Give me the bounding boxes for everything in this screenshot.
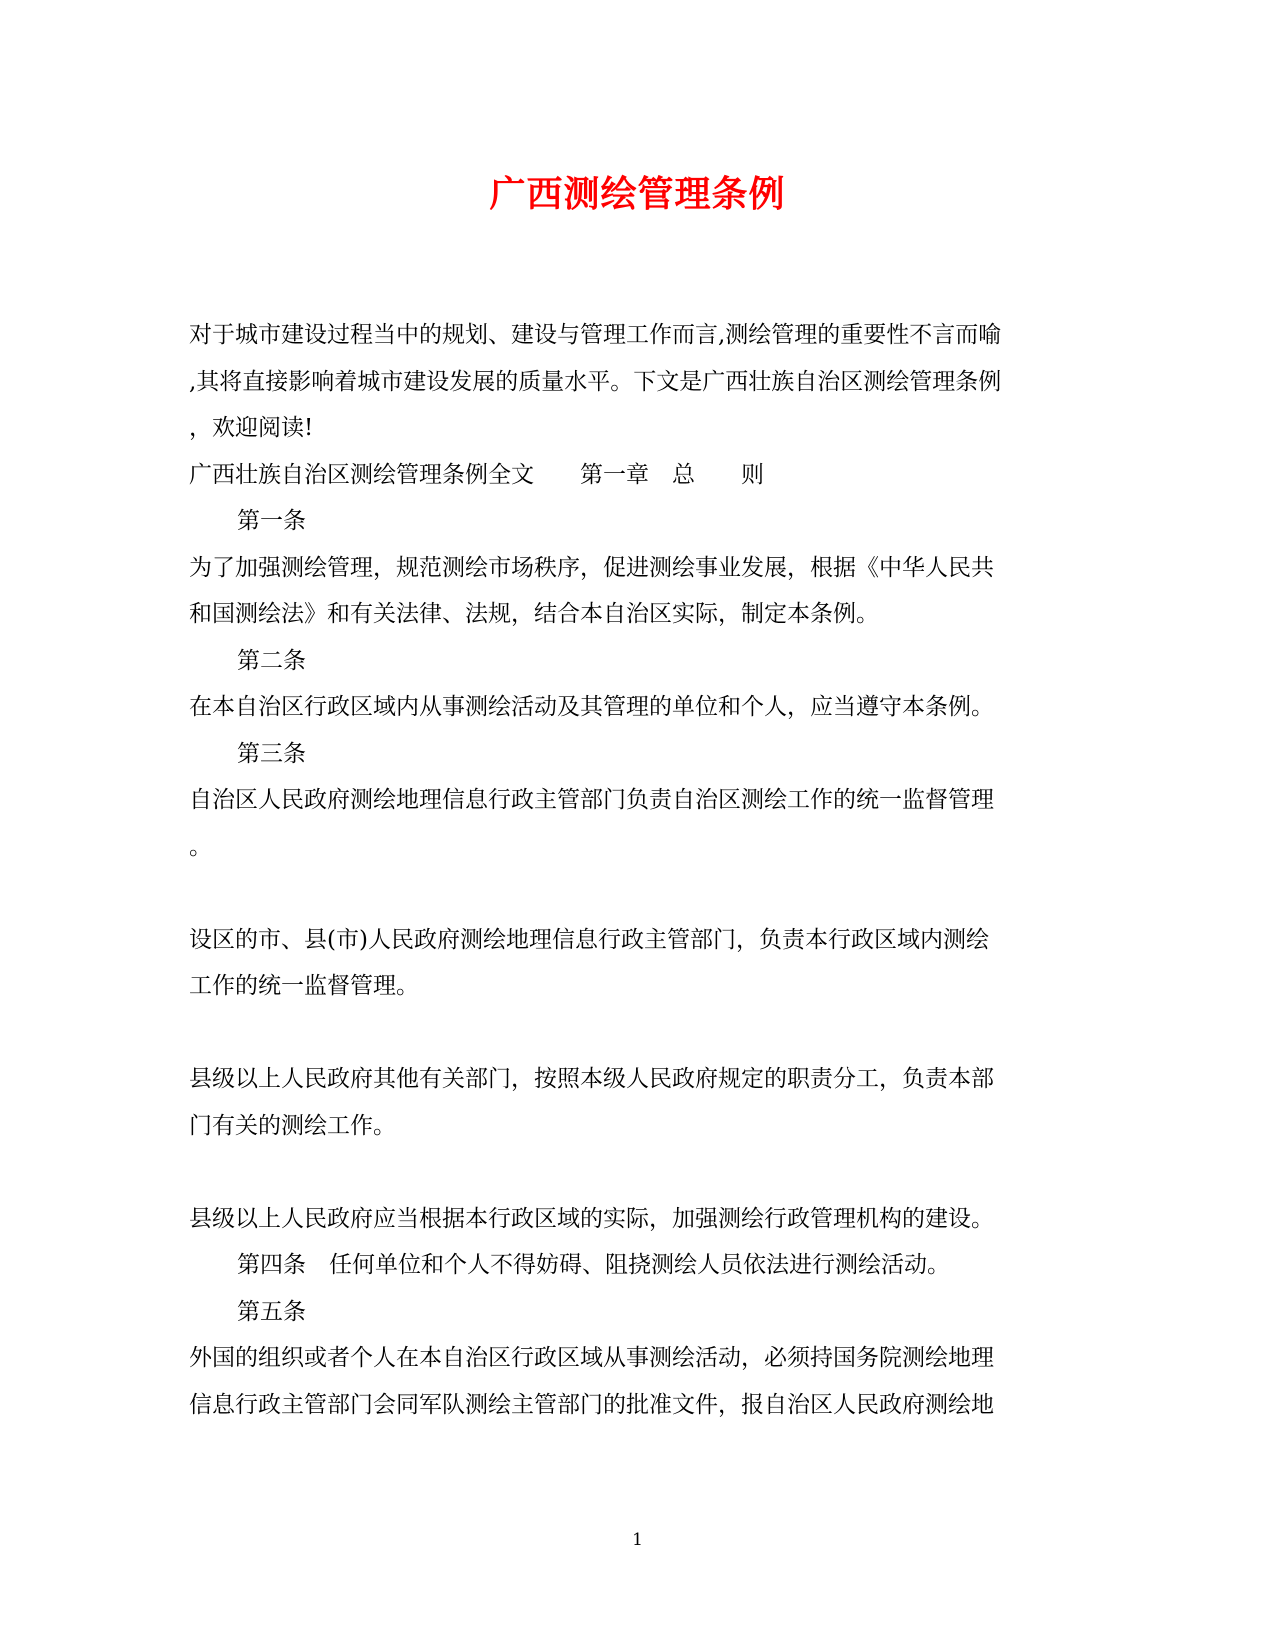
paragraph-line: 对于城市建设过程当中的规划、建设与管理工作而言,测绘管理的重要性不言而喻 [189, 322, 1002, 348]
paragraph-line: 县级以上人民政府应当根据本行政区域的实际，加强测绘行政管理机构的建设。 [189, 1206, 994, 1232]
article-heading: 第五条 [237, 1299, 306, 1325]
article-heading: 第二条 [237, 648, 306, 674]
paragraph-line: 门有关的测绘工作。 [189, 1113, 396, 1139]
paragraph-line: 外国的组织或者个人在本自治区行政区域从事测绘活动，必须持国务院测绘地理 [189, 1345, 994, 1371]
document-title: 广西测绘管理条例 [489, 173, 786, 215]
chapter-heading-line: 广西壮族自治区测绘管理条例全文 第一章 总 则 [189, 462, 764, 488]
paragraph-line: 在本自治区行政区域内从事测绘活动及其管理的单位和个人，应当遵守本条例。 [189, 694, 994, 720]
paragraph-line: 工作的统一监督管理。 [189, 973, 419, 999]
paragraph-line: 为了加强测绘管理，规范测绘市场秩序，促进测绘事业发展，根据《中华人民共 [189, 555, 994, 581]
paragraph-line: 自治区人民政府测绘地理信息行政主管部门负责自治区测绘工作的统一监督管理 [189, 787, 994, 813]
page-number: 1 [632, 1530, 643, 1550]
paragraph-line: ,其将直接影响着城市建设发展的质量水平。下文是广西壮族自治区测绘管理条例 [189, 369, 1002, 395]
paragraph-line: 设区的市、县(市)人民政府测绘地理信息行政主管部门，负责本行政区域内测绘 [189, 927, 989, 953]
article-heading-line: 第四条 任何单位和个人不得妨碍、阻挠测绘人员依法进行测绘活动。 [237, 1252, 950, 1278]
article-heading: 第三条 [237, 741, 306, 767]
paragraph-line: 信息行政主管部门会同军队测绘主管部门的批准文件，报自治区人民政府测绘地 [189, 1392, 994, 1418]
paragraph-line: 。 [189, 834, 212, 860]
paragraph-line: 县级以上人民政府其他有关部门，按照本级人民政府规定的职责分工，负责本部 [189, 1066, 994, 1092]
paragraph-line: 和国测绘法》和有关法律、法规，结合本自治区实际，制定本条例。 [189, 601, 879, 627]
article-heading: 第一条 [237, 508, 306, 534]
paragraph-line: ，欢迎阅读! [189, 415, 314, 441]
